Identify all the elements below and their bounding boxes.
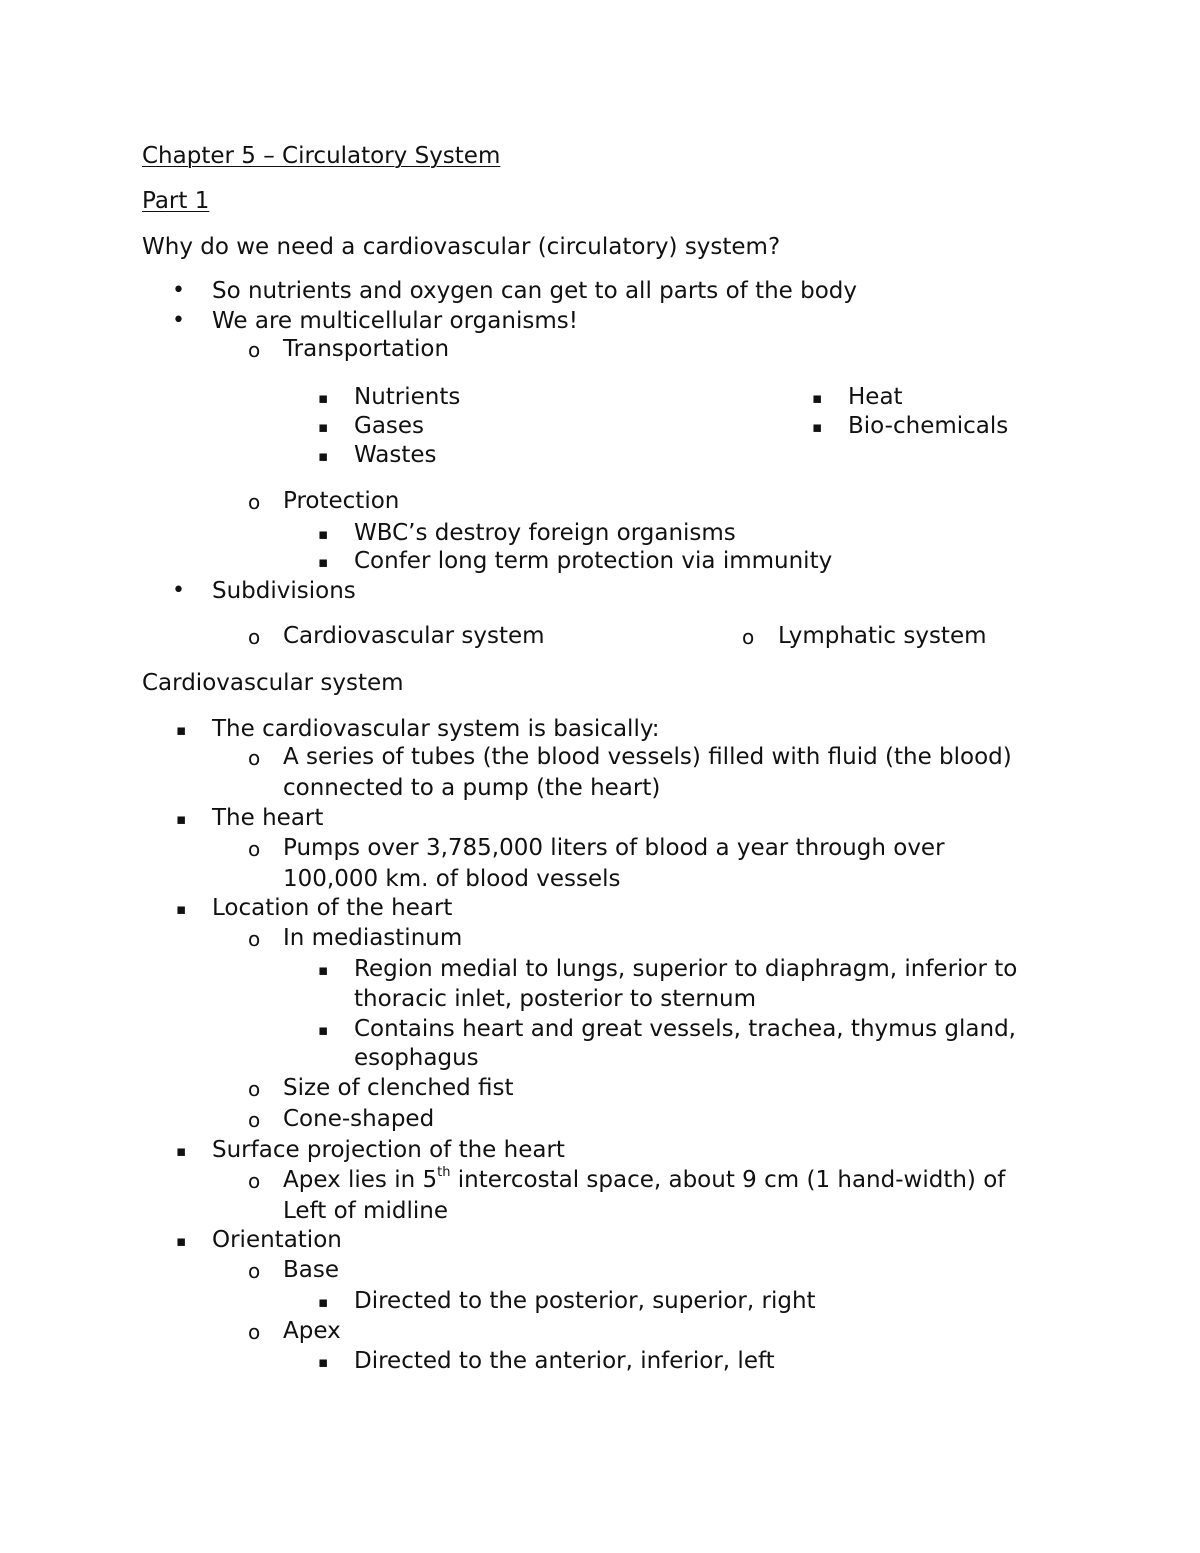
list-item-continuation: esophagus [354, 1045, 479, 1071]
apex-text-post: intercostal space, about 9 cm (1 hand-width) of [450, 1167, 1006, 1193]
bullet-circle: o [248, 927, 261, 951]
list-item: Bio-chemicals [848, 413, 1009, 439]
bullet-round: • [172, 578, 185, 603]
bullet-circle: o [248, 1320, 261, 1344]
list-item: Subdivisions [212, 578, 356, 604]
bullet-square: ▪ [176, 900, 187, 918]
list-item-continuation: 100,000 km. of blood vessels [283, 866, 621, 892]
bullet-square: ▪ [318, 418, 329, 436]
bullet-square: ▪ [176, 810, 187, 828]
list-item [283, 1165, 1005, 1195]
bullet-square: ▪ [318, 553, 329, 571]
list-item: In mediastinum [283, 925, 463, 951]
list-item: Wastes [354, 442, 437, 468]
list-item: Heat [848, 384, 903, 410]
bullet-circle: o [742, 625, 755, 649]
bullet-square: ▪ [812, 418, 823, 436]
bullet-square: ▪ [176, 721, 187, 739]
bullet-circle: o [248, 338, 261, 362]
list-item-continuation: Left of midline [283, 1198, 448, 1224]
list-item: Surface projection of the heart [212, 1137, 565, 1163]
list-item: Directed to the anterior, inferior, left [354, 1348, 775, 1374]
bullet-circle: o [248, 490, 261, 514]
bullet-square: ▪ [318, 1293, 329, 1311]
list-item: Directed to the posterior, superior, right [354, 1288, 816, 1314]
bullet-square: ▪ [318, 447, 329, 465]
bullet-circle: o [248, 1169, 261, 1193]
bullet-circle: o [248, 837, 261, 861]
bullet-circle: o [248, 1077, 261, 1101]
list-item: Confer long term protection via immunity [354, 548, 833, 574]
bullet-square: ▪ [318, 1353, 329, 1371]
section-heading: Cardiovascular system [142, 670, 404, 696]
list-item: Location of the heart [212, 895, 453, 921]
chapter-title: Chapter 5 – Circulatory System [142, 143, 501, 169]
list-item: Contains heart and great vessels, trachea, thymus gland, [354, 1016, 1016, 1042]
bullet-round: • [172, 278, 185, 303]
bullet-square: ▪ [318, 1021, 329, 1039]
bullet-circle: o [248, 1259, 261, 1283]
list-item-continuation: thoracic inlet, posterior to sternum [354, 986, 757, 1012]
list-item: Region medial to lungs, superior to diaphragm, inferior to [354, 956, 1018, 982]
list-item: Apex [283, 1318, 341, 1344]
bullet-circle: o [248, 746, 261, 770]
bullet-round: • [172, 308, 185, 333]
list-item: Size of clenched fist [283, 1075, 514, 1101]
list-item: Base [283, 1257, 340, 1283]
part-heading: Part 1 [142, 188, 210, 214]
bullet-circle: o [248, 625, 261, 649]
list-item: Gases [354, 413, 425, 439]
list-item: The heart [212, 805, 324, 831]
bullet-square: ▪ [318, 525, 329, 543]
bullet-square: ▪ [318, 389, 329, 407]
list-item: The cardiovascular system is basically: [212, 716, 660, 742]
list-item: So nutrients and oxygen can get to all parts of the body [212, 278, 858, 304]
apex-superscript: th [437, 1165, 451, 1181]
list-item: Pumps over 3,785,000 liters of blood a year through over [283, 835, 945, 861]
list-item: We are multicellular organisms! [212, 308, 578, 334]
list-item: WBC’s destroy foreign organisms [354, 520, 736, 546]
list-item: Nutrients [354, 384, 461, 410]
question-text: Why do we need a cardiovascular (circulatory) system? [142, 234, 781, 260]
list-item: Protection [283, 488, 400, 514]
bullet-square: ▪ [176, 1142, 187, 1160]
bullet-square: ▪ [812, 389, 823, 407]
list-item: Transportation [283, 336, 450, 362]
bullet-circle: o [248, 1108, 261, 1132]
list-item: Lymphatic system [778, 623, 987, 649]
list-item: Cardiovascular system [283, 623, 545, 649]
bullet-square: ▪ [176, 1232, 187, 1250]
list-item: A series of tubes (the blood vessels) filled with fluid (the blood) [283, 744, 1012, 770]
list-item: Cone-shaped [283, 1106, 435, 1132]
list-item-continuation: connected to a pump (the heart) [283, 775, 661, 801]
apex-text-pre: Apex lies in 5 [283, 1167, 438, 1193]
bullet-square: ▪ [318, 961, 329, 979]
list-item: Orientation [212, 1227, 342, 1253]
